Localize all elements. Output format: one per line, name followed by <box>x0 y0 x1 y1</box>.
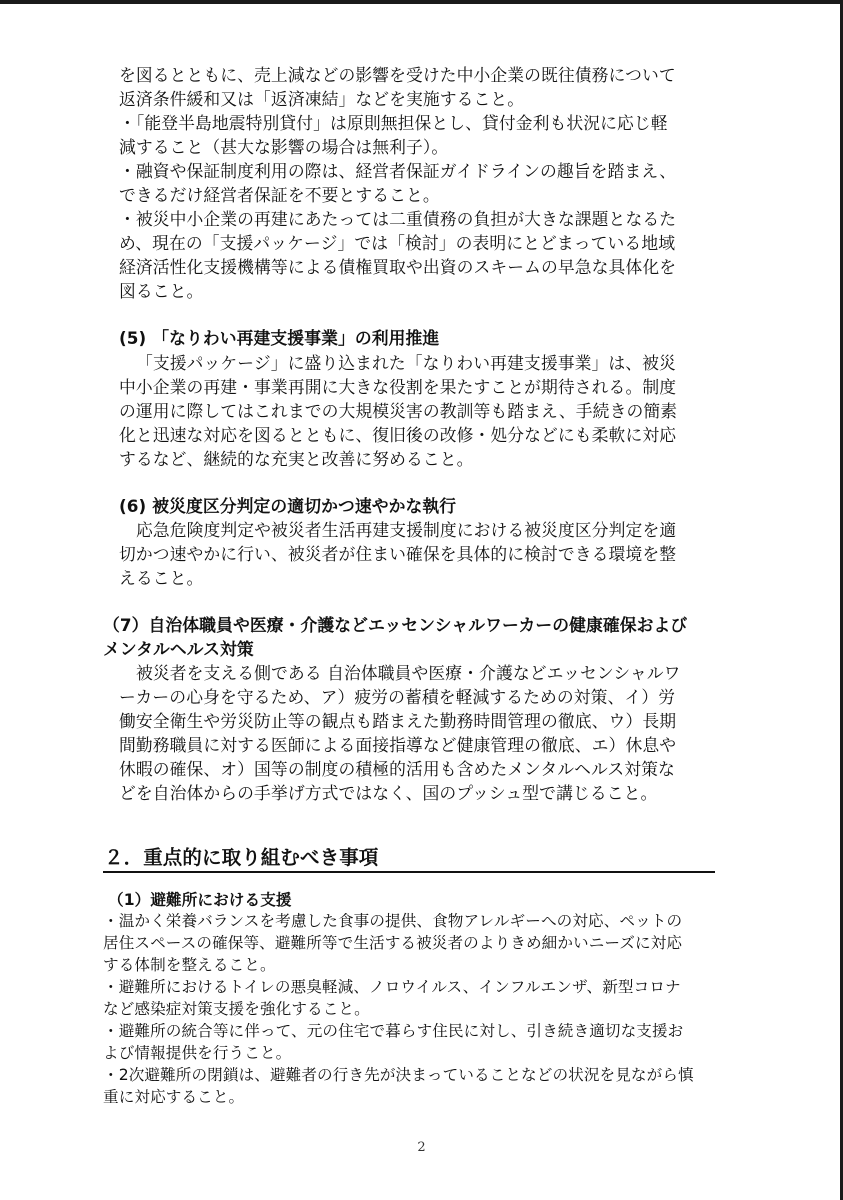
subsection-1-heading: （1）避難所における支援 <box>108 891 292 909</box>
intro-line: め、現在の「支援パッケージ」では「検討」の表明にとどまっている地域 <box>119 233 676 253</box>
section-6-line: 切かつ速やかに行い、被災者が住まい確保を具体的に検討できる環境を整 <box>119 544 677 564</box>
section-6-heading: (6) 被災度区分判定の適切かつ速やかな執行 <box>119 496 457 516</box>
intro-line: 図ること。 <box>119 281 204 301</box>
section-5-line: 「支援パッケージ」に盛り込まれた「なりわい再建支援事業」は、被災 <box>136 353 676 373</box>
intro-line: 返済条件緩和又は「返済凍結」などを実施すること。 <box>119 89 525 109</box>
intro-line: ・「能登半島地震特別貸付」は原則無担保とし、貸付金利も状況に応じ軽 <box>119 113 668 133</box>
subsection-1-line: ・温かく栄養バランスを考慮した食事の提供、食物アレルギーへの対応、ペットの <box>103 912 683 930</box>
subsection-1-line: よび情報提供を行うこと。 <box>103 1044 292 1062</box>
section-7-line: 間勤務職員に対する医師による面接指導など健康管理の徹底、エ）休息や <box>119 735 677 755</box>
subsection-1-line: ・2次避難所の閉鎖は、避難者の行き先が決まっていることなどの状況を見ながら慎 <box>103 1066 694 1084</box>
page-number: 2 <box>417 1140 426 1155</box>
section-5-line: 化と迅速な対応を図るとともに、復旧後の改修・処分などにも柔軟に対応 <box>119 425 677 445</box>
section-5-heading: (5) 「なりわい再建支援事業」の利用推進 <box>119 328 440 348</box>
section-7-heading: （7）自治体職員や医療・介護などエッセンシャルワーカーの健康確保および <box>103 615 688 635</box>
section-7-heading-cont: メンタルヘルス対策 <box>103 639 254 659</box>
intro-line: ・被災中小企業の再建にあたっては二重債務の負担が大きな課題となるた <box>119 209 677 229</box>
chapter-2-heading: ２．重点的に取り組むべき事項 <box>104 846 379 869</box>
chapter-heading-underline <box>103 871 715 873</box>
intro-line: を図るとともに、売上減などの影響を受けた中小企業の既往債務について <box>119 65 676 85</box>
section-6-line: 応急危険度判定や被災者生活再建支援制度における被災度区分判定を適 <box>136 520 677 540</box>
subsection-1-line: する体制を整えること。 <box>103 956 276 974</box>
section-6-line: えること。 <box>119 568 204 588</box>
section-7-line: 働安全衛生や労災防止等の観点も踏まえた勤務時間管理の徹底、ウ）長期 <box>119 711 677 731</box>
section-7-line: どを自治体からの手挙げ方式ではなく、国のプッシュ型で講じること。 <box>119 783 658 803</box>
intro-line: 減すること（甚大な影響の場合は無利子）。 <box>119 137 449 157</box>
section-7-line: 被災者を支える側である 自治体職員や医療・介護などエッセンシャルワ <box>136 663 681 683</box>
subsection-1-line: 居住スペースの確保等、避難所等で生活する被災者のよりきめ細かいニーズに対応 <box>103 934 683 952</box>
section-5-line: の運用に際してはこれまでの大規模災害の教訓等も踏まえ、手続きの簡素 <box>119 401 678 421</box>
section-5-line: するなど、継続的な充実と改善に努めること。 <box>119 449 474 469</box>
section-7-line: ーカーの心身を守るため、ア）疲労の蓄積を軽減するための対策、イ）労 <box>119 687 676 707</box>
intro-line: できるだけ経営者保証を不要とすること。 <box>119 185 440 205</box>
subsection-1-line: ・避難所におけるトイレの悪臭軽減、ノロウイルス、インフルエンザ、新型コロナ <box>103 978 681 996</box>
subsection-1-line: 重に対応すること。 <box>103 1088 245 1106</box>
subsection-1-line: など感染症対策支援を強化すること。 <box>103 1000 370 1018</box>
section-7-line: 休暇の確保、オ）国等の制度の積極的活用も含めたメンタルヘルス対策な <box>119 759 675 779</box>
intro-line: 経済活性化支援機構等による債権買取や出資のスキームの早急な具体化を <box>119 257 677 277</box>
intro-line: ・融資や保証制度利用の際は、経営者保証ガイドラインの趣旨を踏まえ、 <box>119 161 677 181</box>
section-5-line: 中小企業の再建・事業再開に大きな役割を果たすことが期待される。制度 <box>119 377 677 397</box>
subsection-1-line: ・避難所の統合等に伴って、元の住宅で暮らす住民に対し、引き続き適切な支援お <box>103 1022 684 1040</box>
